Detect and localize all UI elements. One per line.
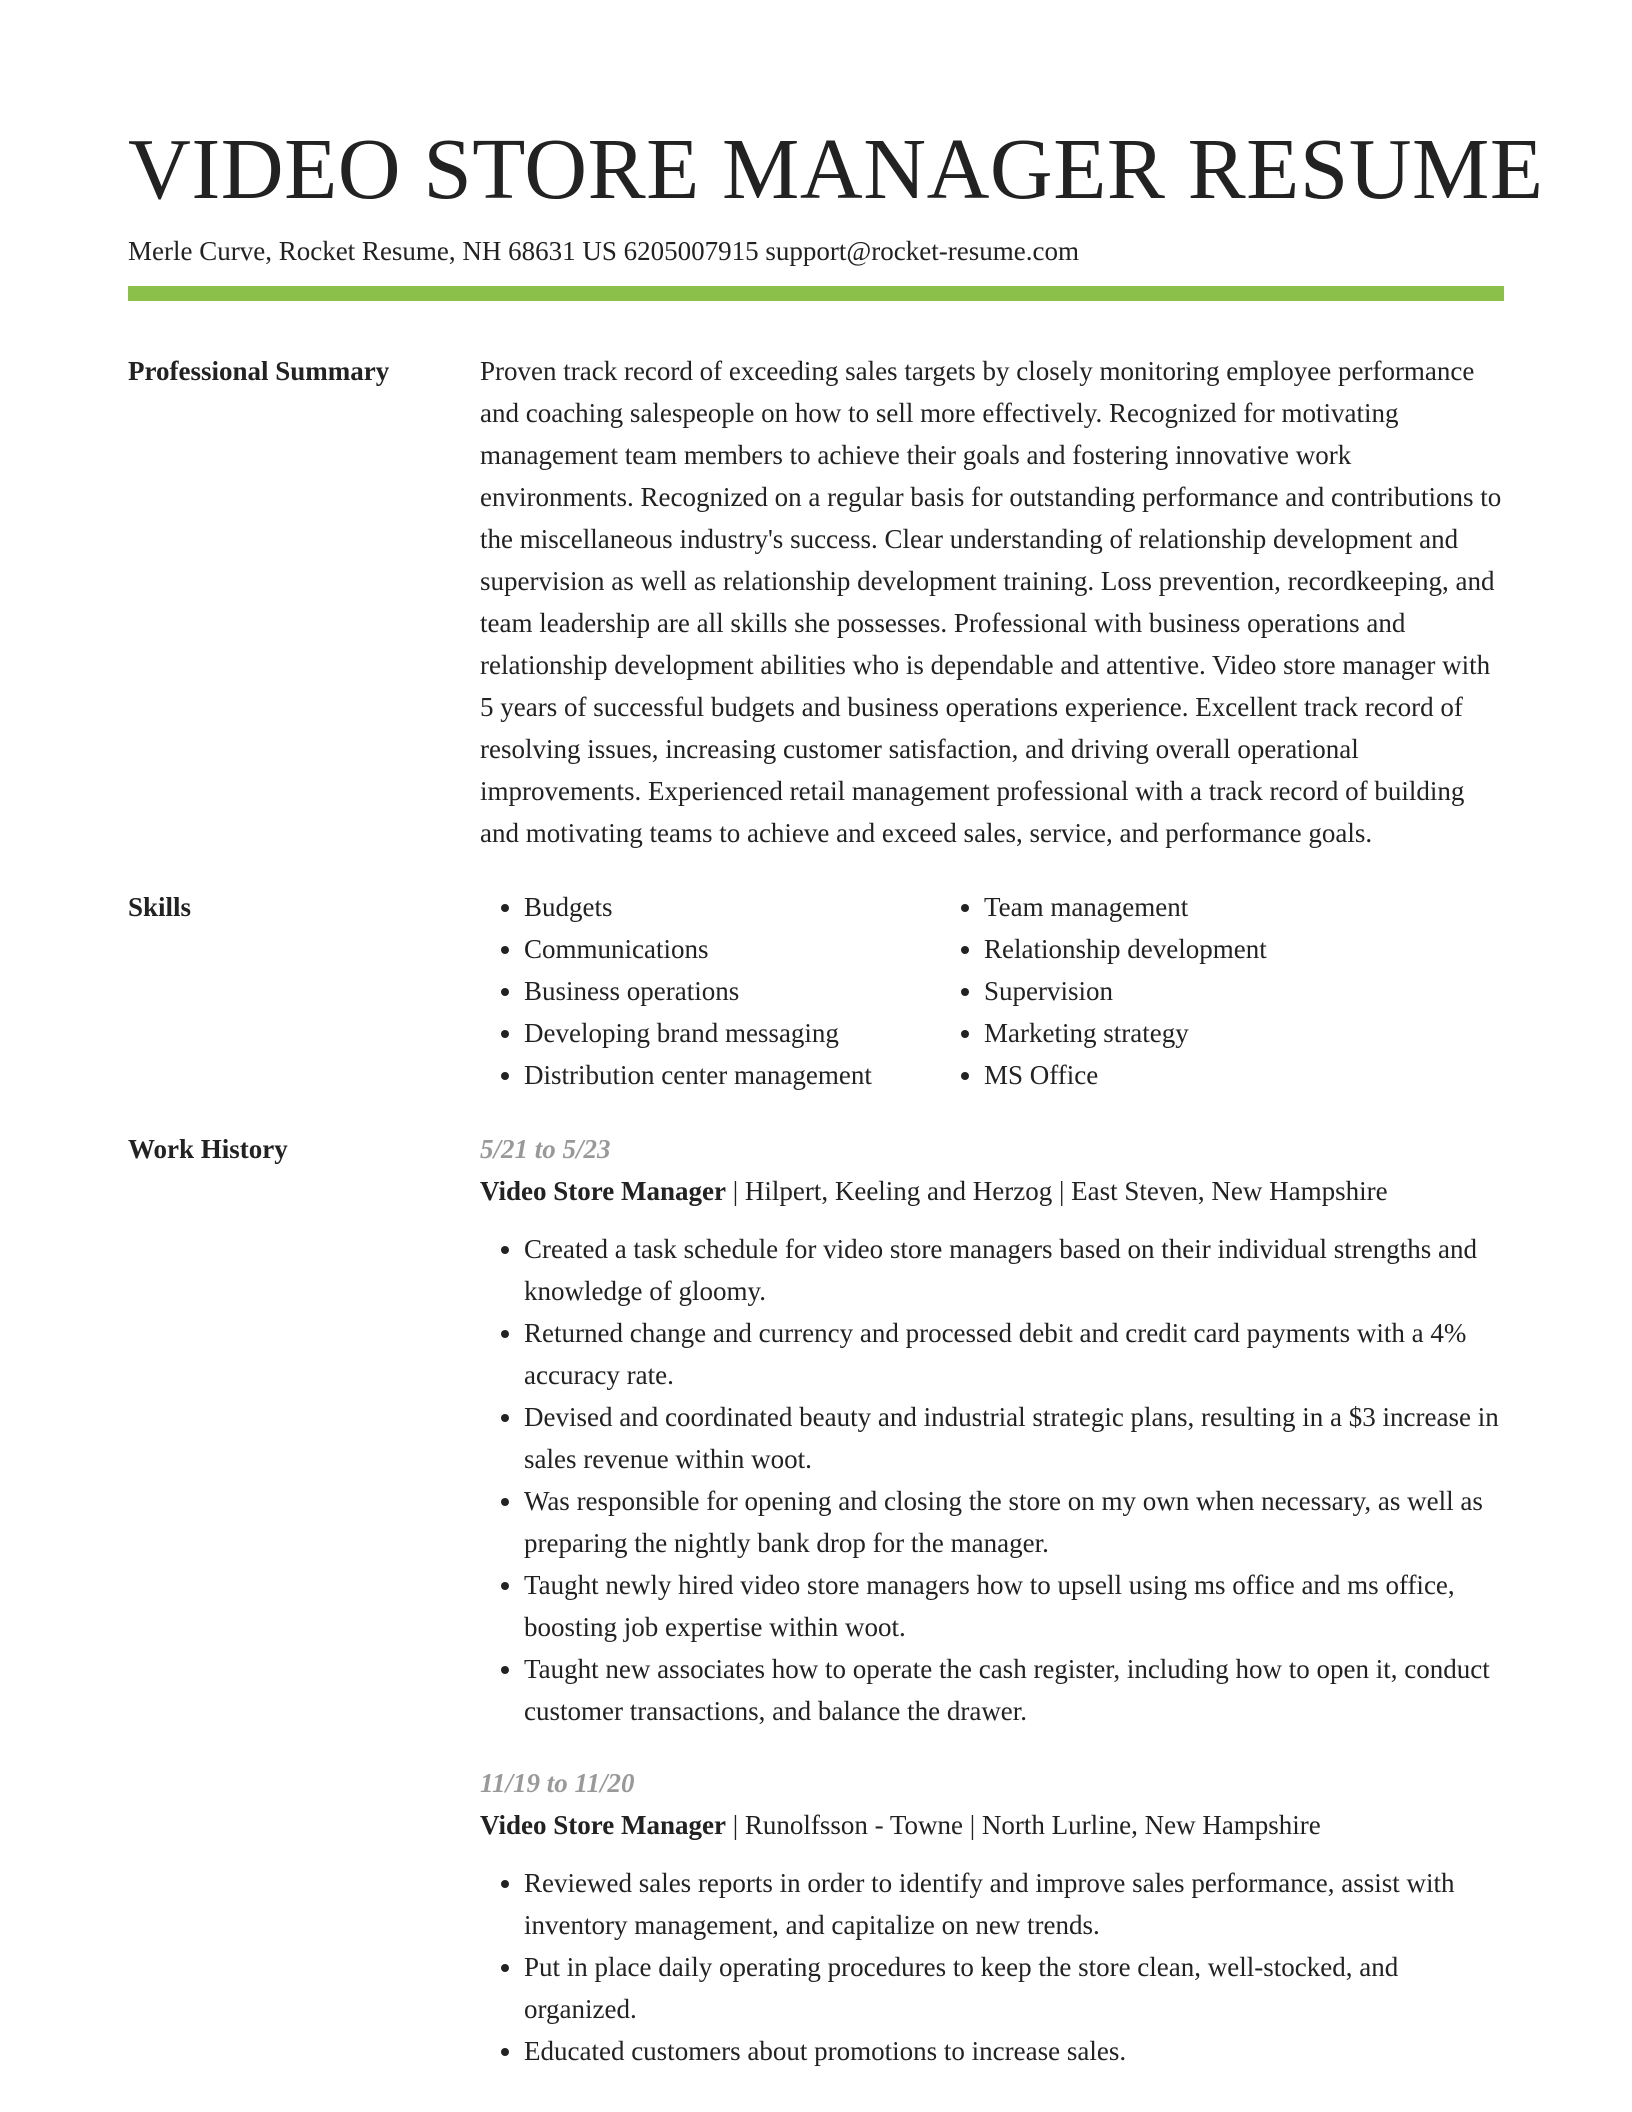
job-dates: 11/19 to 11/20: [480, 1768, 635, 1798]
job-title: Video Store Manager: [480, 1810, 726, 1840]
job-bullet: • Devised and coordinated beauty and industrial strategic plans, resulting in a $3 increase in sales revenue within woot.: [524, 1396, 1504, 1480]
job-title: Video Store Manager: [480, 1176, 726, 1206]
skill-item: • MS Office: [984, 1054, 1400, 1096]
skill-item: • Budgets: [524, 886, 940, 928]
skills-list-left: [480, 886, 940, 1096]
job-bullet: • Created a task schedule for video store managers based on their individual strengths and knowledge of gloomy.: [524, 1228, 1504, 1312]
job-bullet: • Educated customers about promotions to increase sales.: [524, 2030, 1504, 2072]
job-employer-location: | Hilpert, Keeling and Herzog | East Steven, New Hampshire: [725, 1176, 1388, 1206]
job-employer-location: | Runolfsson - Towne | North Lurline, New Hampshire: [725, 1810, 1321, 1840]
page-title: VIDEO STORE MANAGER RESUME: [128, 120, 1544, 217]
job-dates: 5/21 to 5/23: [480, 1134, 611, 1164]
skills-list-right: [940, 886, 1400, 1096]
skill-item: • Communications: [524, 928, 940, 970]
section-label-summary: Professional Summary: [128, 356, 390, 386]
job-bullet: • Reviewed sales reports in order to identify and improve sales performance, assist with inventory management, and capitalize on new trends.: [524, 1862, 1504, 1946]
skill-item: • Distribution center management: [524, 1054, 940, 1096]
summary-text: Proven track record of exceeding sales targets by closely monitoring employee performance and coaching salespeople on how to sell more effectively. Recognized for motivating management team members to achieve their goals and fostering innovative work environments. Recognized on a regular basis for outstanding performance and contributions to the miscellaneous industry's success. Clear understanding of relationship development and supervision as well as relationship development training. Loss prevention, recordkeeping, and team leadership are all skills she possesses. Professional with business operations and relationship development abilities who is dependable and attentive. Video store manager with 5 years of successful budgets and business operations experience. Excellent track record of resolving issues, increasing customer satisfaction, and driving overall operational improvements. Experienced retail management professional with a track record of building and motivating teams to achieve and exceed sales, service, and performance goals.: [480, 356, 1502, 848]
skills-columns: [480, 886, 1504, 1096]
job-bullet: • Taught newly hired video store managers how to upsell using ms office and ms office, boosting job expertise within woot.: [524, 1564, 1504, 1648]
job-bullets: [480, 1228, 1504, 1732]
accent-divider: [128, 286, 1504, 301]
skill-item: • Developing brand messaging: [524, 1012, 940, 1054]
resume-content: [128, 350, 1504, 2102]
job-bullet: • Was responsible for opening and closing the store on my own when necessary, as well as preparing the nightly bank drop for the manager.: [524, 1480, 1504, 1564]
professional-summary-section: [128, 350, 1504, 854]
job-bullet: • Put in place daily operating procedures to keep the store clean, well-stocked, and organized.: [524, 1946, 1504, 2030]
summary-body: [480, 350, 1504, 854]
skill-item: • Marketing strategy: [984, 1012, 1400, 1054]
job-bullets: [480, 1862, 1504, 2072]
skill-item: • Relationship development: [984, 928, 1400, 970]
section-label-work: Work History: [128, 1134, 288, 1164]
job-bullet: • Taught new associates how to operate the cash register, including how to open it, conduct customer transactions, and balance the drawer.: [524, 1648, 1504, 1732]
work-history-section: [128, 1128, 1504, 2102]
work-body: [480, 1128, 1504, 2102]
job-entry: [480, 1762, 1504, 2072]
skill-item: • Team management: [984, 886, 1400, 928]
resume-header: [128, 118, 1544, 268]
skill-item: • Supervision: [984, 970, 1400, 1012]
contact-line: Merle Curve, Rocket Resume, NH 68631 US 6205007915 support@rocket-resume.com: [128, 236, 1079, 266]
job-bullet: • Returned change and currency and processed debit and credit card payments with a 4% accuracy rate.: [524, 1312, 1504, 1396]
skills-section: [128, 886, 1504, 1096]
job-entry: [480, 1128, 1504, 1732]
job-heading: [480, 1170, 1504, 1212]
skills-body: [480, 886, 1504, 1096]
section-label-skills: Skills: [128, 892, 192, 922]
skill-item: • Business operations: [524, 970, 940, 1012]
job-heading: [480, 1804, 1504, 1846]
